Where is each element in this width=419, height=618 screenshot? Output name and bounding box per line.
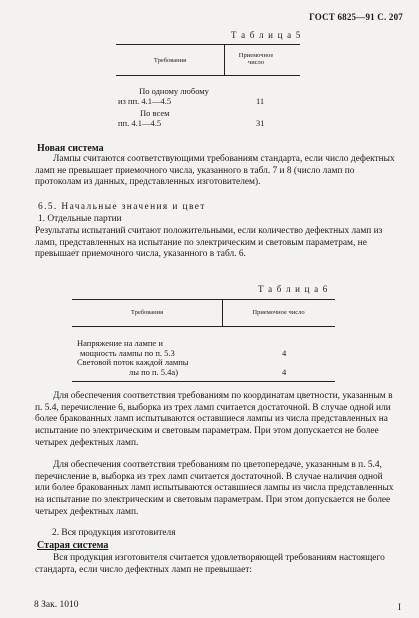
- paragraph-color-rendering: Для обеспечения соответствия требованиям по цветопередаче, указанным в п. 5.4, перечисление в, выборка из трех ламп считается достаточной. В случае наличия одной или более бракованных ламп испытываются оставшиеся лампы из числа представленных на испытание по электрическим и световым параметрам. При этом допускается не более четырех дефектных ламп.: [35, 460, 394, 517]
- table6-row2-req-line1: Световой поток каждой лампы: [77, 357, 189, 367]
- table5-row2-value: 31: [256, 118, 265, 128]
- paragraph-results: Результаты испытаний считают положительными, если количество дефектных ламп из ламп, представленных на испытание по электрическим и световым параметрам, не превышает приемочного числа, указанного в табл. 6.: [35, 226, 383, 260]
- table5-row1-req-line1: По одному любому: [139, 86, 209, 96]
- corner-mark: I: [398, 602, 401, 612]
- table6-row1-value: 4: [282, 348, 287, 358]
- table5-header-rule: [116, 75, 300, 76]
- table6-header-col2: Приемочное число: [252, 309, 305, 316]
- table5-col-divider: [224, 44, 225, 75]
- item-6-5: 6.5. Начальные значения и цвет: [38, 202, 206, 212]
- table6-row2-req-line2: лы по п. 5.4а): [129, 367, 179, 377]
- paragraph-new-system: Лампы считаются соответствующими требованиям стандарта, если число дефектных ламп не превышает приемочного числа, указанного в табл. 7 и 8 (число ламп по протоколам из данных, представленных изготовителем).: [35, 154, 395, 188]
- paragraph-old-system: Вся продукция изготовителя считается удовлетворяющей требованиям настоящего стандарта, если число дефектных ламп не превышает:: [35, 553, 385, 575]
- table5-row2-req-line1: По всем: [140, 108, 170, 118]
- table5-row1-req-line2: из пп. 4.1—4.5: [118, 96, 172, 106]
- table5-caption: Т а б л и ц а 5: [231, 30, 302, 40]
- table5-row2-req-line2: пп. 4.1—4.5: [118, 118, 162, 128]
- table5-header-col2: Приемочное число: [238, 52, 274, 66]
- table5-row1-value: 11: [256, 96, 265, 106]
- item-1: 1. Отдельные партии: [38, 214, 122, 224]
- footer-order-number: 8 Зак. 1010: [34, 600, 79, 610]
- table6-row1-req-line1: Напряжение на лампе и: [77, 338, 163, 348]
- new-system-title: Новая система: [37, 143, 104, 154]
- table6-bottom-rule: [72, 381, 335, 382]
- paragraph-chromaticity: Для обеспечения соответствия требованиям по координатам цветности, указанным в п. 5.4, перечисление 6, выборка из трех ламп считается достаточной. В случае одной или более бракованных ламп испытываются оставшиеся лампы из числа представленных на испытание по электрическим и световым параметрам. При этом допускается не более четырех дефектных ламп.: [35, 391, 393, 448]
- table5-top-rule: [116, 44, 300, 45]
- table6-row2-value: 4: [282, 367, 287, 377]
- table5-header-col1: Требования: [153, 57, 187, 64]
- table6-header-rule: [72, 326, 335, 327]
- table6-top-rule: [72, 299, 335, 300]
- page-header: ГОСТ 6825—91 С. 207: [309, 12, 403, 22]
- table6-caption: Т а б л и ц а 6: [258, 284, 329, 294]
- table6-row1-req-line2: мощность лампы по п. 5.3: [80, 348, 175, 358]
- table6-header-col1: Требования: [130, 309, 164, 316]
- item-2: 2. Вся продукция изготовителя: [52, 528, 176, 538]
- old-system-title: Старая система: [37, 540, 109, 551]
